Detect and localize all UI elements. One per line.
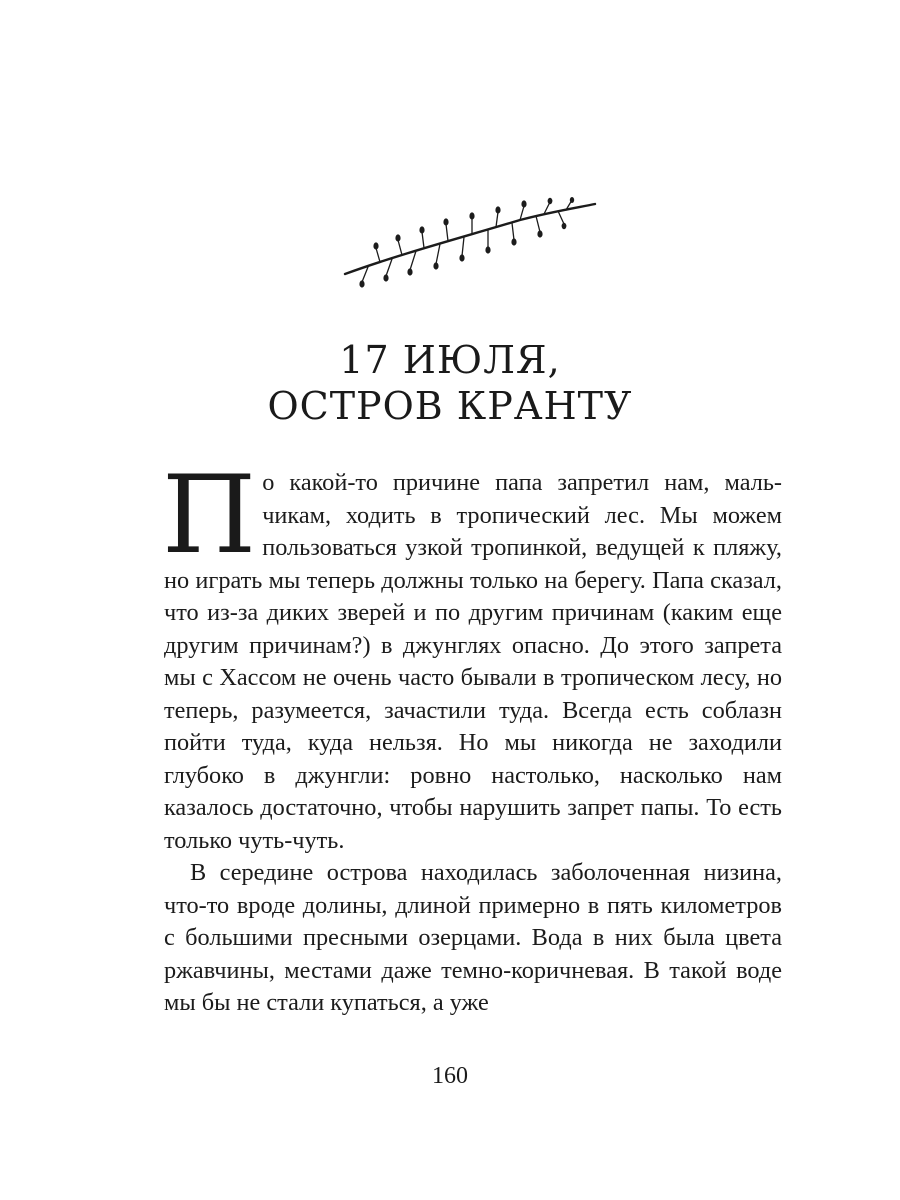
body-text — [162, 453, 782, 1020]
drop-cap: П — [162, 453, 257, 578]
page-number: 160 — [432, 1063, 468, 1089]
chapter-title-line-2: ОСТРОВ КРАНТУ — [267, 384, 633, 428]
leaf-branch-icon — [340, 196, 600, 288]
paragraph-1 — [162, 453, 782, 857]
paragraph-2: В середине острова находилась заболоченная низина, что-то вроде долины, длиной примерно в пять километров с большими пресными озерцами. Вода в них была цвета ржавчины, местами даже темно-коричневая. В такой воде мы бы не стали купаться, а уже — [164, 859, 782, 1016]
paragraph-1-text: о какой-то причине папа запретил нам, мальчикам, ходить в тропический лес. Мы можем пользоваться узкой тропинкой, ведущей к пляжу, но играть мы теперь должны только на берегу. Папа сказал, что из-за диких зверей и по другим причинам (каким еще другим причинам?) в джунглях опасно. До этого запрета мы с Хассом не очень часто бывали в тропическом лесу, но теперь, разумеется, зачастили туда. Всегда есть соблазн пойти туда, куда нельзя. Но мы никогда не заходили глубоко в джунгли: ровно настолько, насколько нам казалось достаточно, чтобы нарушить запрет папы. То есть только чуть-чуть. — [164, 469, 782, 854]
chapter-title-line-1: 17 ИЮЛЯ, — [339, 338, 561, 382]
